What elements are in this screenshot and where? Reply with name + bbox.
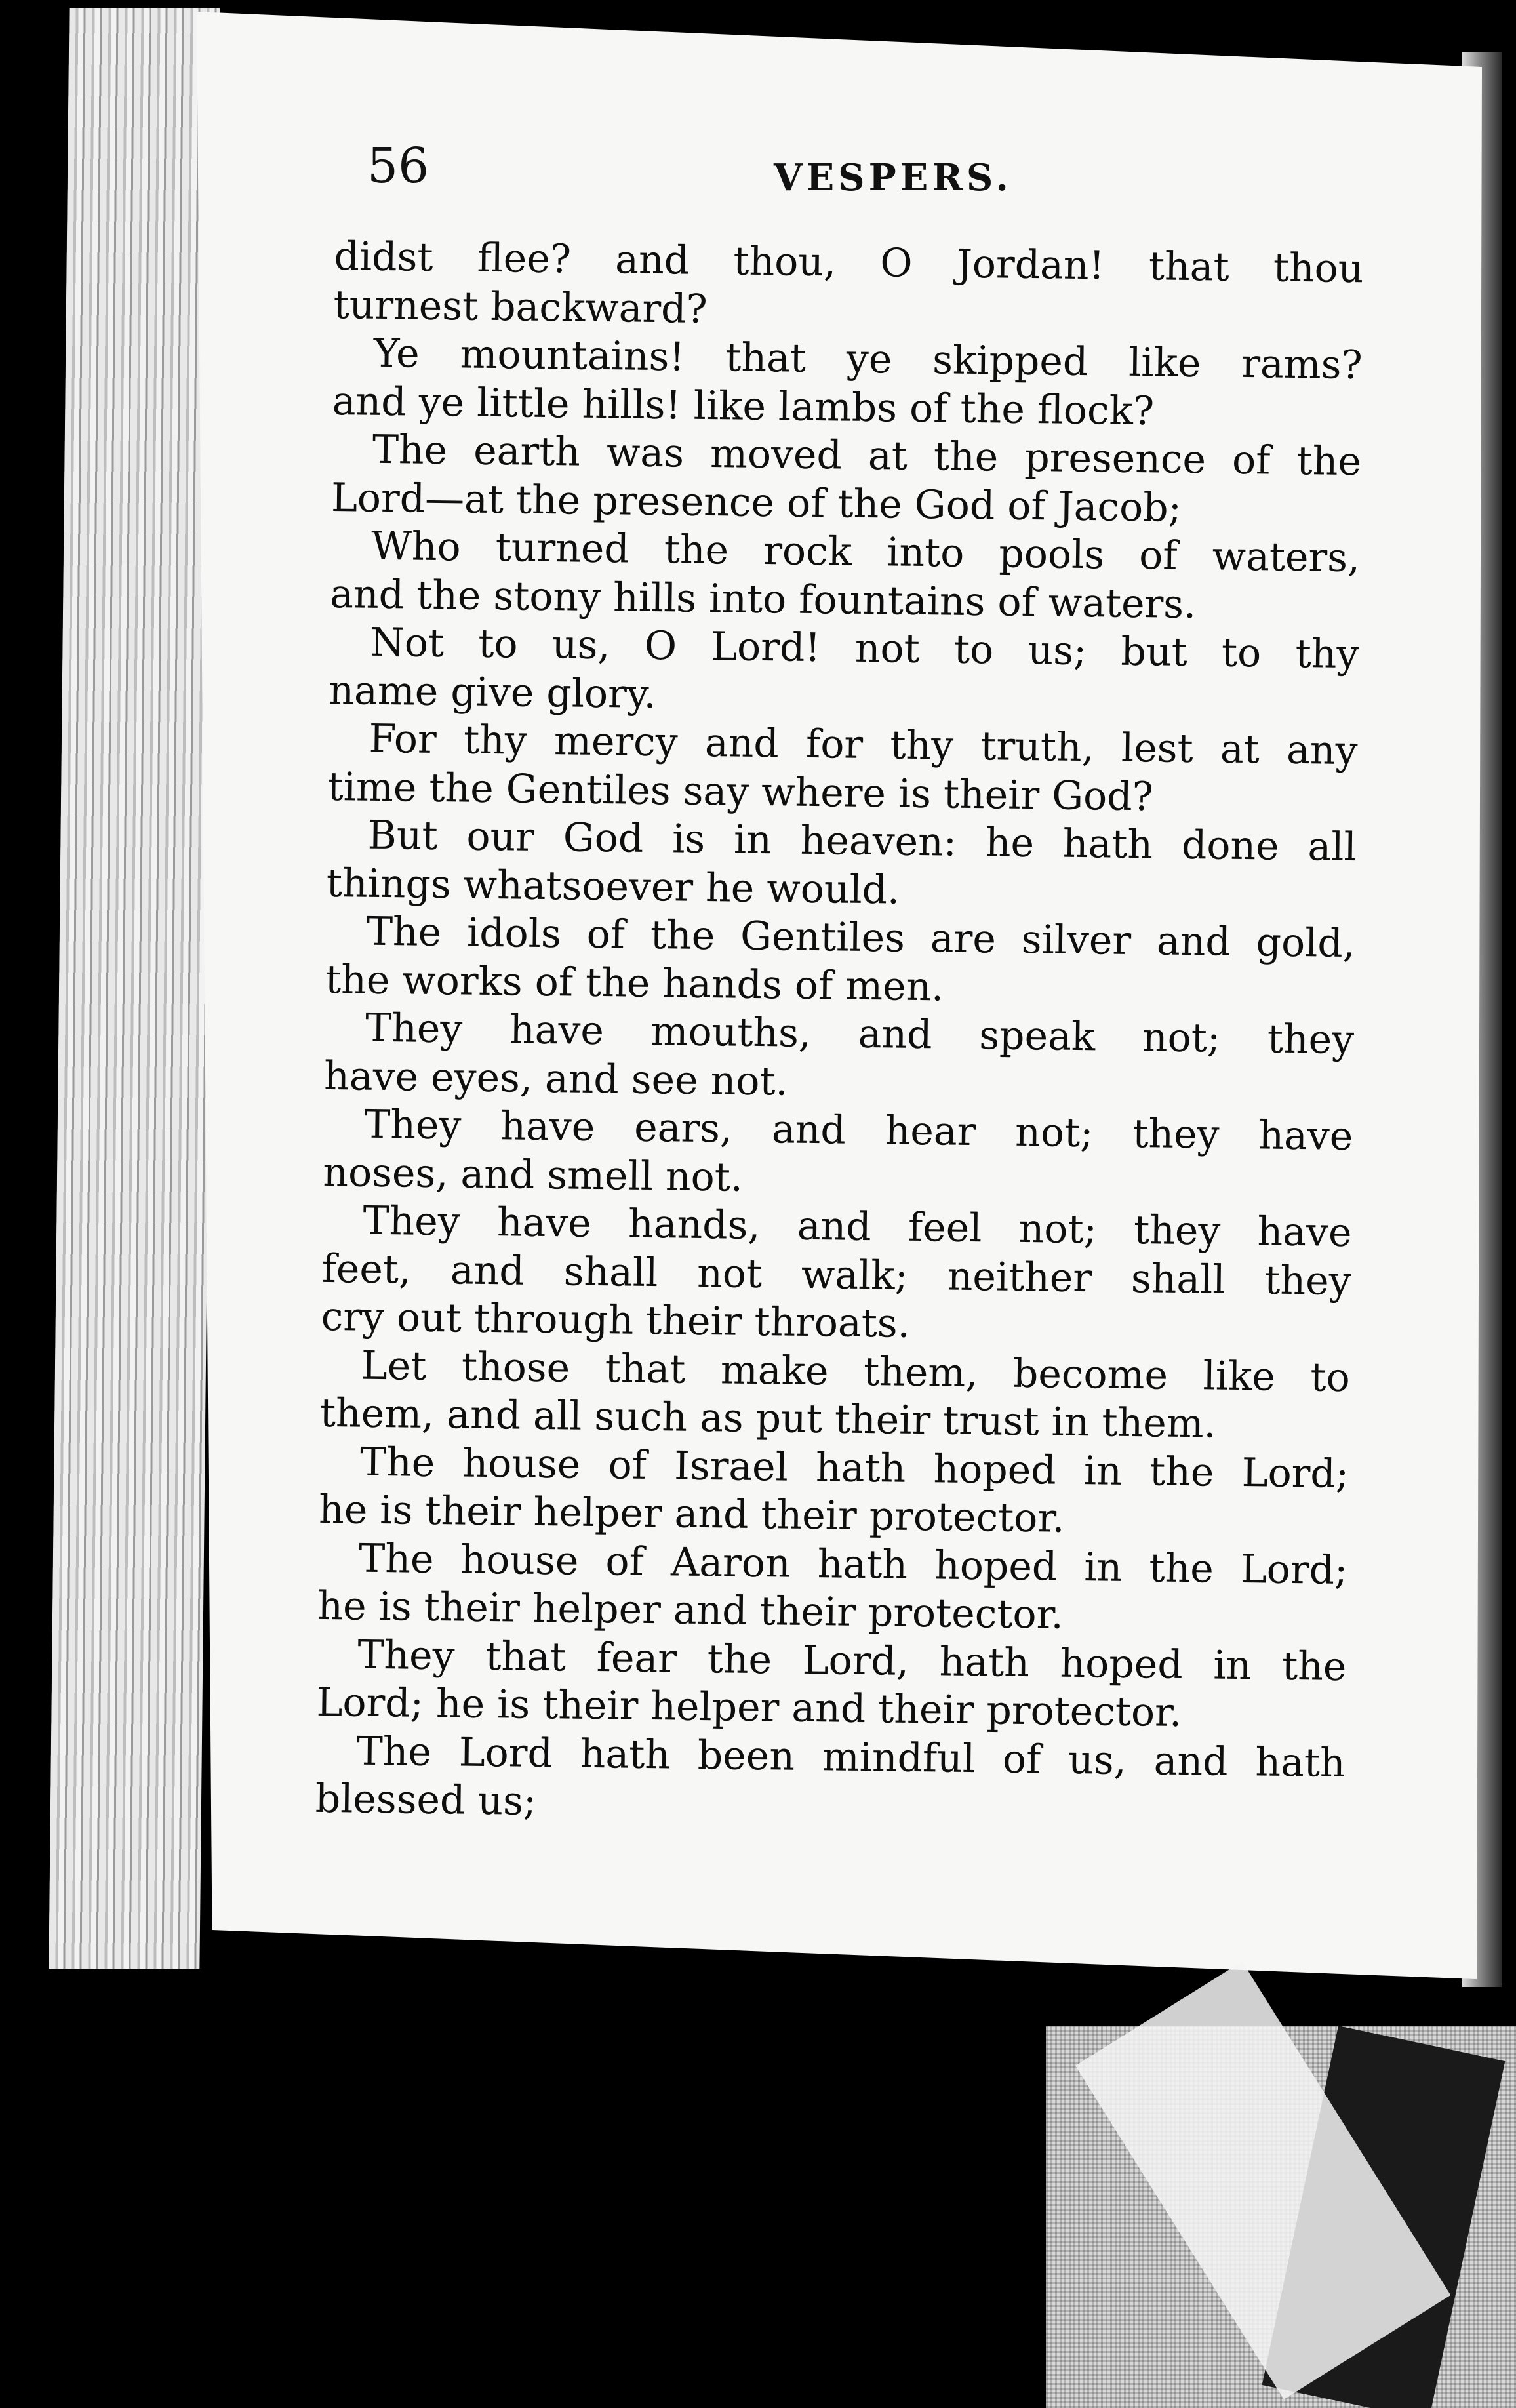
page-number: 56 xyxy=(367,138,429,194)
text-line: They have hands, and feel not; they have xyxy=(363,1197,1352,1256)
text-line: The house of Israel hath hoped in the Lord; xyxy=(359,1439,1349,1497)
text-line: and the stony hills into fountains of waters. xyxy=(329,571,1197,628)
text-line: blessed us; xyxy=(315,1775,537,1824)
body-text xyxy=(315,233,1363,1832)
page-header xyxy=(367,138,1351,210)
text-line: them, and all such as put their trust in them. xyxy=(319,1390,1217,1447)
text-line: cry out through their throats. xyxy=(321,1293,911,1347)
text-line: name give glory. xyxy=(329,667,657,717)
text-line: noses, and smell not. xyxy=(323,1149,744,1201)
text-line: the works of the hands of men. xyxy=(325,956,944,1010)
text-line: turnest backward? xyxy=(333,281,708,332)
text-line: Ye mountains! that ye skipped like rams? xyxy=(373,330,1363,389)
running-head: VESPERS. xyxy=(774,156,1012,199)
text-line: things whatsoever he would. xyxy=(326,860,900,913)
text-line: didst flee? and thou, O Jordan! that thou xyxy=(334,233,1364,292)
text-line: Lord; he is their helper and their protector. xyxy=(316,1679,1182,1736)
text-line: They that fear the Lord, hath hoped in the xyxy=(357,1632,1347,1690)
text-line: Not to us, O Lord! not to us; but to thy xyxy=(369,619,1359,678)
text-line: Who turned the rock into pools of waters, xyxy=(370,523,1361,582)
text-line: The house of Aaron hath hoped in the Lord; xyxy=(358,1535,1348,1594)
text-line: The Lord hath been mindful of us, and hath xyxy=(356,1728,1346,1786)
text-line: They have ears, and hear not; they have xyxy=(363,1101,1353,1160)
text-line: But our God is in heaven: he hath done all xyxy=(367,812,1357,871)
text-line: have eyes, and see not. xyxy=(323,1053,789,1105)
text-line: he is their helper and their protector. xyxy=(317,1582,1064,1638)
text-line: They have mouths, and speak not; they xyxy=(365,1005,1355,1064)
text-line: he is their helper and their protector. xyxy=(318,1486,1065,1542)
text-line: Let those that make them, become like to xyxy=(361,1342,1351,1401)
text-line: For thy mercy and for thy truth, lest at any xyxy=(369,715,1358,774)
text-line: time the Gentiles say where is their God? xyxy=(327,763,1154,820)
text-line: The earth was moved at the presence of the xyxy=(372,426,1362,485)
text-line: and ye little hills! like lambs of the flock? xyxy=(332,378,1155,434)
text-line: feet, and shall not walk; neither shall they xyxy=(321,1245,1352,1304)
text-line: Lord—at the presence of the God of Jacob; xyxy=(330,474,1182,531)
text-line: The idols of the Gentiles are silver and gold, xyxy=(366,908,1356,967)
page-edges xyxy=(49,8,220,1969)
